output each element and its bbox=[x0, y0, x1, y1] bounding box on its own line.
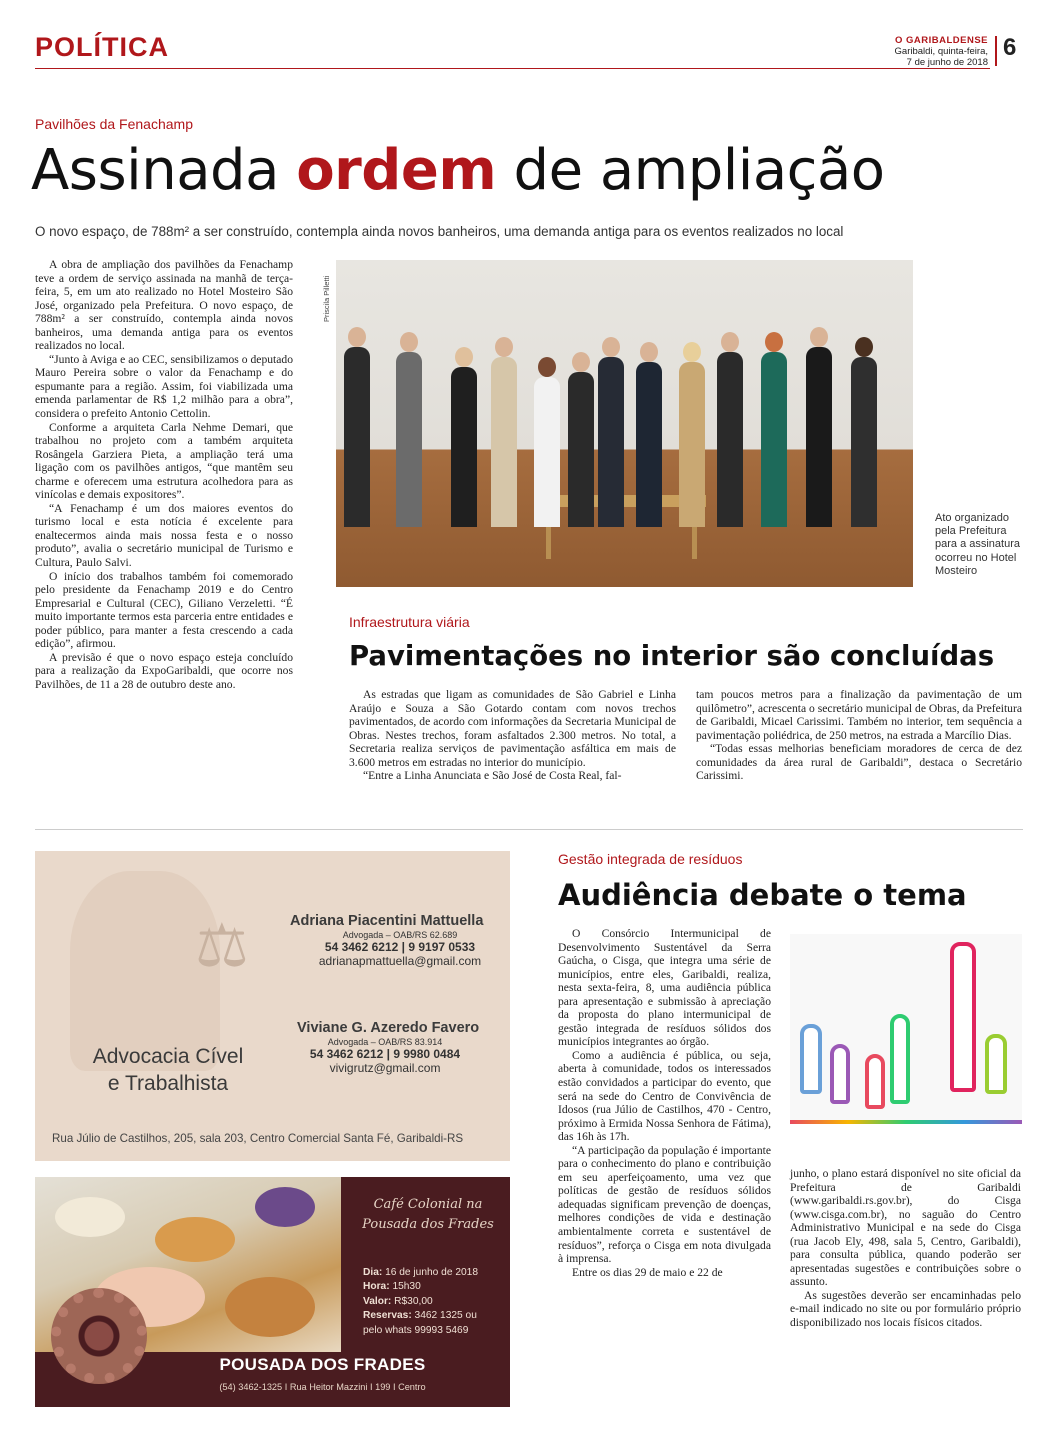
rosette-logo bbox=[51, 1288, 147, 1384]
reservation-value: 3462 1325 ou bbox=[411, 1310, 477, 1322]
person bbox=[636, 362, 662, 527]
hand-shape bbox=[985, 1034, 1007, 1094]
law-firm-title-line-2: e Trabalhista bbox=[107, 1072, 229, 1095]
date-line-1: Garibaldi, quinta-feira, bbox=[894, 46, 988, 57]
person bbox=[598, 357, 624, 527]
cafe-name: POUSADA DOS FRADES bbox=[219, 1355, 426, 1374]
paragraph: As sugestões deverão ser encaminhadas pelo e-mail indicado no site ou por formulário próprio disponibilizado nos locais físicos citados. bbox=[790, 1288, 1021, 1330]
infra-column-2 bbox=[696, 688, 1022, 783]
photo-caption: Ato organizado pela Prefeitura para a assinatura ocorreu no Hotel Mosteiro bbox=[935, 512, 1020, 577]
lawyer-1-email: adrianapmattuella@gmail.com bbox=[318, 954, 482, 968]
cafe-event-title bbox=[353, 1195, 503, 1235]
lawyer-1-role: Advogada – OAB/RS 62.689 bbox=[342, 930, 458, 940]
residuos-column-2 bbox=[790, 1167, 1021, 1330]
hand-shape bbox=[890, 1014, 910, 1104]
paragraph: A obra de ampliação dos pavilhões da Fenachamp teve a ordem de serviço assinada na manhã de terça-feira, 5, em um ato realizado no Hotel Mosteiro São José, organizado pela Prefeitura. O novo espaço, de 788m² a ser construído, contempla ainda novos banheiros, uma demanda antiga para os eventos realizados no local. bbox=[35, 258, 293, 353]
person bbox=[491, 357, 517, 527]
hand-shape bbox=[830, 1044, 850, 1104]
paragraph: “A participação da população é importante para o conhecimento do plano e contribuição em seu aperfeiçoamento, uma vez que políticas de gestão de resíduos sólidos adequadas significam prevenção de doenças, melhores condições de vida e destinação ambientalmente correta e sustentável de resíduos”, reforça o Cisga em nota divulgada à imprensa. bbox=[558, 1143, 771, 1266]
person bbox=[851, 357, 877, 527]
lawyer-2-name: Viviane G. Azeredo Favero bbox=[297, 1020, 480, 1036]
person bbox=[396, 352, 422, 527]
lawyer-1-name: Adriana Piacentini Mattuella bbox=[290, 913, 484, 929]
paragraph: Conforme a arquiteta Carla Nehme Demari, que trabalhou no projeto com a também arquiteta Rosângela Garziera Pieta, a ampliação terá uma ligação com os pavilhões antigos, “que mantêm seu charme e oferecem uma estrutura acolhedora para as vinícolas e demais expositores”. bbox=[35, 420, 293, 502]
headline-highlight: ordem bbox=[296, 138, 497, 203]
headline-part-1: Assinada bbox=[31, 138, 297, 203]
paragraph: “Entre a Linha Anunciata e São José de Costa Real, fal- bbox=[363, 769, 622, 783]
cafe-contact: (54) 3462-1325 I Rua Heitor Mazzini I 199 I Centro bbox=[219, 1382, 426, 1392]
paragraph: O Consórcio Intermunicipal de Desenvolvimento Sustentável da Serra Gaúcha, o Cisga, que integra uma série de municípios, entre eles, Garibaldi, realiza, nesta sexta-feira, 8, uma audiência pública para apresentação e submissão à apreciação da proposta do plano intermunicipal de gestão integrada de resíduos sólidos dos municípios integrantes ao órgão. bbox=[558, 927, 771, 1049]
paragraph: “A Fenachamp é um dos maiores eventos do turismo local e esta notícia é excelente para enaltecermos ainda mais nossa festa e o nosso produto”, avalia o secretário municipal de Turismo e Cultura, Paulo Salvi. bbox=[35, 501, 293, 570]
plate bbox=[55, 1197, 125, 1237]
lawyer-1-info bbox=[300, 930, 500, 968]
photo-credit: Priscila Pilletti bbox=[322, 275, 331, 322]
plate bbox=[225, 1277, 315, 1337]
hand-shape bbox=[865, 1054, 885, 1109]
infra-kicker: Infraestrutura viária bbox=[349, 614, 470, 630]
person bbox=[761, 352, 787, 527]
residuos-headline: Audiência debate o tema bbox=[558, 878, 967, 912]
plate bbox=[255, 1187, 315, 1227]
lawyer-2-info bbox=[285, 1037, 485, 1075]
lawyer-2-phone: 54 3462 6212 | 9 9980 0484 bbox=[309, 1047, 461, 1061]
person bbox=[344, 347, 370, 527]
lawyer-1-phone: 54 3462 6212 | 9 9197 0533 bbox=[324, 940, 476, 954]
lawyer-2-role: Advogada – OAB/RS 83.914 bbox=[327, 1037, 443, 1047]
group-photo bbox=[336, 260, 913, 587]
paragraph: Como a audiência é pública, ou seja, aberta à comunidade, todos os interessados estão convidados a participar do evento, que será na sede do Centro de Convivência de Idosos (rua Júlio de Castilhos, 470 - Centro, próximo à Ermida Nossa Senhora de Fátima), das 16h às 17h. bbox=[558, 1048, 771, 1144]
person bbox=[679, 362, 705, 527]
paragraph: “Todas essas melhorias beneficiam moradores de cerca de dez comunidades da área rural de Garibaldi”, destaca o Secretário Carissimi. bbox=[696, 742, 1022, 783]
law-firm-title bbox=[68, 1043, 268, 1097]
date-label: Dia: bbox=[363, 1267, 383, 1278]
paragraph: O início dos trabalhos também foi comemorado pelo presidente da Fenachamp 2019 e do Centro Empresarial e Cultural (CEC), Giliano Verzeletti. “É muito importante termos esta parceria entre entidades e poder público, para manter a festa crescendo a cada edição”, afirmou. bbox=[35, 569, 293, 651]
law-firm-title-line-1: Advocacia Cível bbox=[92, 1045, 244, 1068]
person bbox=[568, 372, 594, 527]
law-firm-ad bbox=[35, 851, 510, 1161]
main-headline bbox=[31, 138, 885, 203]
main-article-body bbox=[35, 258, 293, 692]
hand-shape bbox=[950, 942, 976, 1092]
cafe-event-title-line-2: Pousada dos Frades bbox=[362, 1217, 494, 1232]
section-divider bbox=[35, 829, 1023, 830]
cafe-event-title-line-1: Café Colonial na bbox=[373, 1197, 483, 1212]
person bbox=[717, 352, 743, 527]
page-number: 6 bbox=[1003, 34, 1017, 61]
header-rule bbox=[35, 68, 990, 69]
price-value: R$30,00 bbox=[391, 1295, 433, 1307]
scales-icon: ⚖ bbox=[195, 911, 249, 981]
reservation-label: Reservas: bbox=[363, 1310, 412, 1322]
main-subhead: O novo espaço, de 788m² a ser construído, contempla ainda novos banheiros, uma demanda antiga para os eventos realizados no local bbox=[35, 224, 844, 239]
main-kicker: Pavilhões da Fenachamp bbox=[35, 116, 193, 132]
section-label: POLÍTICA bbox=[35, 32, 169, 62]
reservation-value-2: pelo whats 99993 5469 bbox=[363, 1324, 469, 1336]
paragraph: tam poucos metros para a finalização da pavimentação de um quilômetro”, acrescenta o secretário municipal de Obras, da Prefeitura de Garibaldi, Micael Carissimi. Também no interior, tem sequência a pavimentação poliédrica, de 250 metros, na estrada a Marcílio Dias. bbox=[696, 688, 1022, 742]
person bbox=[451, 367, 477, 527]
time-label: Hora: bbox=[363, 1281, 390, 1293]
date-line-2: 7 de junho de 2018 bbox=[906, 57, 988, 68]
paragraph: A previsão é que o novo espaço esteja concluído para a realização da ExpoGaribaldi, que ocorre nos Pavilhões, de 11 a 28 de outubro deste ano. bbox=[35, 650, 293, 691]
publication-name: O GARIBALDENSE bbox=[894, 35, 988, 46]
cafe-details bbox=[363, 1266, 478, 1338]
law-firm-address: Rua Júlio de Castilhos, 205, sala 203, Centro Comercial Santa Fé, Garibaldi-RS bbox=[52, 1132, 464, 1145]
paragraph: Entre os dias 29 de maio e 22 de bbox=[572, 1265, 723, 1279]
price-label: Valor: bbox=[363, 1295, 392, 1307]
raised-hands-illustration bbox=[790, 934, 1022, 1124]
person bbox=[534, 377, 560, 527]
lawyer-2-email: vivigrutz@gmail.com bbox=[329, 1061, 441, 1075]
time-value: 15h30 bbox=[389, 1281, 421, 1293]
infra-headline: Pavimentações no interior são concluídas bbox=[349, 640, 995, 672]
cafe-ad bbox=[35, 1177, 510, 1407]
paragraph: “Junto à Aviga e ao CEC, sensibilizamos o deputado Mauro Pereira sobre o valor da Fenachamp e do espumante para a região. Assim, foi viabilizada uma emenda parlamentar de R$ 1,2 milhão para a obra”, considera o prefeito Antonio Cettolin. bbox=[35, 352, 293, 421]
hand-shape bbox=[800, 1024, 822, 1094]
headline-part-2: de ampliação bbox=[496, 138, 885, 203]
date-value: 16 de junho de 2018 bbox=[382, 1267, 478, 1278]
paragraph: As estradas que ligam as comunidades de São Gabriel e Linha Araújo e Souza a São Gotardo contam com novos trechos pavimentados, de acordo com informações da Secretaria Municipal de Obras. Nestes trechos, foram asfaltados 2.300 metros. No total, a Secretaria realiza serviços de pavimentação asfáltica em mais de 3.600 metros em estradas no interior do município. bbox=[349, 688, 676, 769]
masthead bbox=[895, 35, 988, 68]
color-strip bbox=[790, 1120, 1022, 1124]
page-number-divider bbox=[995, 36, 997, 66]
residuos-column-1 bbox=[558, 927, 771, 1279]
residuos-kicker: Gestão integrada de resíduos bbox=[558, 851, 743, 867]
paragraph: junho, o plano estará disponível no site oficial da Prefeitura de Garibaldi (www.garibaldi.rs.gov.br), do Cisga (www.cisga.com.br), no saguão do Centro Administrativo Municipal e na sede do Cisga (rua Jacob Ely, 498, sala 5, Centro, Garibaldi), para consulta pública, quando poderão ser apresentadas sugestões e contribuições sobre o assunto. bbox=[790, 1167, 1021, 1289]
infra-column-1 bbox=[349, 688, 676, 783]
plate bbox=[155, 1217, 235, 1262]
person bbox=[806, 347, 832, 527]
